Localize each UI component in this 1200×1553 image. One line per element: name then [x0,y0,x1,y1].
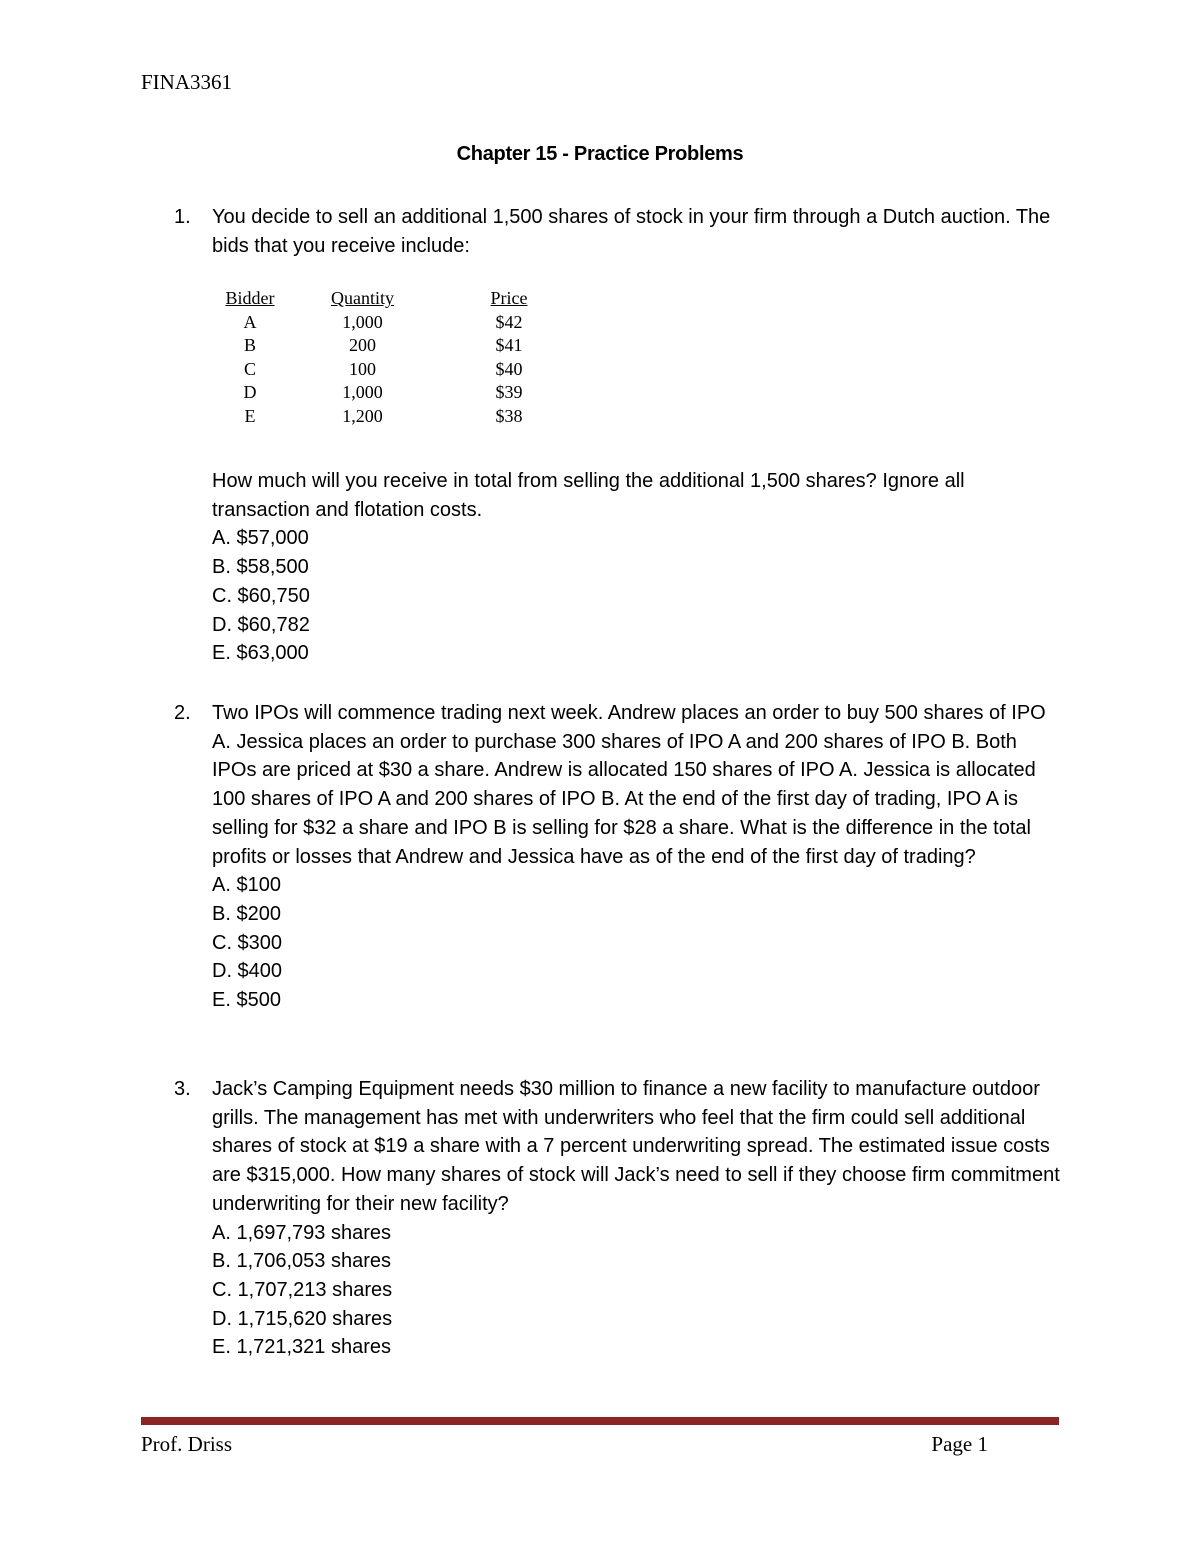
answer-option-d: D. $400 [212,960,283,983]
question-number: 2. [174,702,191,724]
quantity-cell: 1,000 [342,311,383,332]
answer-option-a: A. $100 [212,874,281,897]
column-header-quantity: Quantity [331,288,394,308]
answer-option-e: E. $500 [212,989,281,1012]
bidder-cell: E [244,405,256,426]
question-1-prompt [174,467,1064,668]
footer-divider [141,1417,1059,1425]
question-number: 1. [174,206,191,228]
question-1 [174,203,1064,260]
quantity-cell: 100 [349,358,376,379]
bids-table [214,287,579,428]
bidder-cell: B [243,335,256,355]
table-header-row [214,287,579,311]
footer-author: Prof. Driss [141,1432,233,1456]
question-number: 3. [174,1078,191,1100]
quantity-cell: 200 [349,335,376,355]
question-intro: You decide to sell an additional 1,500 shares of stock in your firm through a Dutch auction. The bids that you receive include: [212,206,1051,257]
price-cell: $42 [495,311,523,332]
table-row [214,334,579,358]
question-text: How much will you receive in total from selling the additional 1,500 shares? Ignore all transaction and flotation costs. [212,470,965,521]
answer-option-a: A. 1,697,793 shares [212,1221,392,1244]
price-cell: $40 [495,358,523,379]
question-3 [174,1075,1064,1362]
page-number: Page 1 [931,1432,988,1456]
column-header-bidder: Bidder [225,288,275,308]
answer-option-a: A. $57,000 [212,527,309,550]
answer-option-c: C. 1,707,213 shares [212,1278,393,1301]
quantity-cell: 1,000 [342,382,383,402]
table-row [214,358,579,382]
page-title: Chapter 15 - Practice Problems [456,143,744,165]
answer-option-c: C. $60,750 [212,584,310,607]
answer-list [212,871,1064,1015]
bidder-cell: D [243,382,257,402]
question-text: Two IPOs will commence trading next week. Andrew places an order to buy 500 shares of IPO A. Jessica places an order to purchase 300 shares of IPO A and 200 shares of IPO B. Both IPOs are priced at $30 a share. Andrew is allocated 150 shares of IPO A. Jessica is allocated 100 shares of IPO A and 200 shares of IPO B. At the end of the first day of trading, IPO A is selling for $32 a share and IPO B is selling for $28 a share. What is the difference in the total profits or losses that Andrew and Jessica have as of the end of the first day of trading? [212,702,1046,868]
table-row [214,405,579,429]
answer-option-b: B. $200 [212,902,281,925]
answer-option-e: E. 1,721,321 shares [212,1336,392,1359]
question-text: Jack’s Camping Equipment needs $30 million to finance a new facility to manufacture outdoor grills. The management has met with underwriters who feel that the firm could sell additional shares of stock at $19 a share with a 7 percent underwriting spread. The estimated issue costs are $315,000. How many shares of stock will Jack’s need to sell if they choose firm commitment underwriting for their new facility? [212,1078,1060,1215]
answer-list [212,524,1064,668]
course-header: FINA3361 [141,70,233,94]
answer-option-e: E. $63,000 [212,642,309,665]
bidder-cell: A [243,311,257,332]
table-row [214,311,579,335]
answer-option-d: D. $60,782 [212,613,310,636]
question-2 [174,699,1064,1015]
quantity-cell: 1,200 [342,405,383,426]
price-cell: $39 [495,382,523,402]
answer-option-b: B. $58,500 [212,556,309,579]
answer-option-c: C. $300 [212,931,283,954]
column-header-price: Price [490,288,528,308]
answer-option-b: B. 1,706,053 shares [212,1250,392,1273]
table-row [214,381,579,405]
price-cell: $38 [495,405,523,426]
price-cell: $41 [495,335,523,355]
bidder-cell: C [243,358,256,379]
answer-list [212,1219,1064,1363]
answer-option-d: D. 1,715,620 shares [212,1307,393,1330]
